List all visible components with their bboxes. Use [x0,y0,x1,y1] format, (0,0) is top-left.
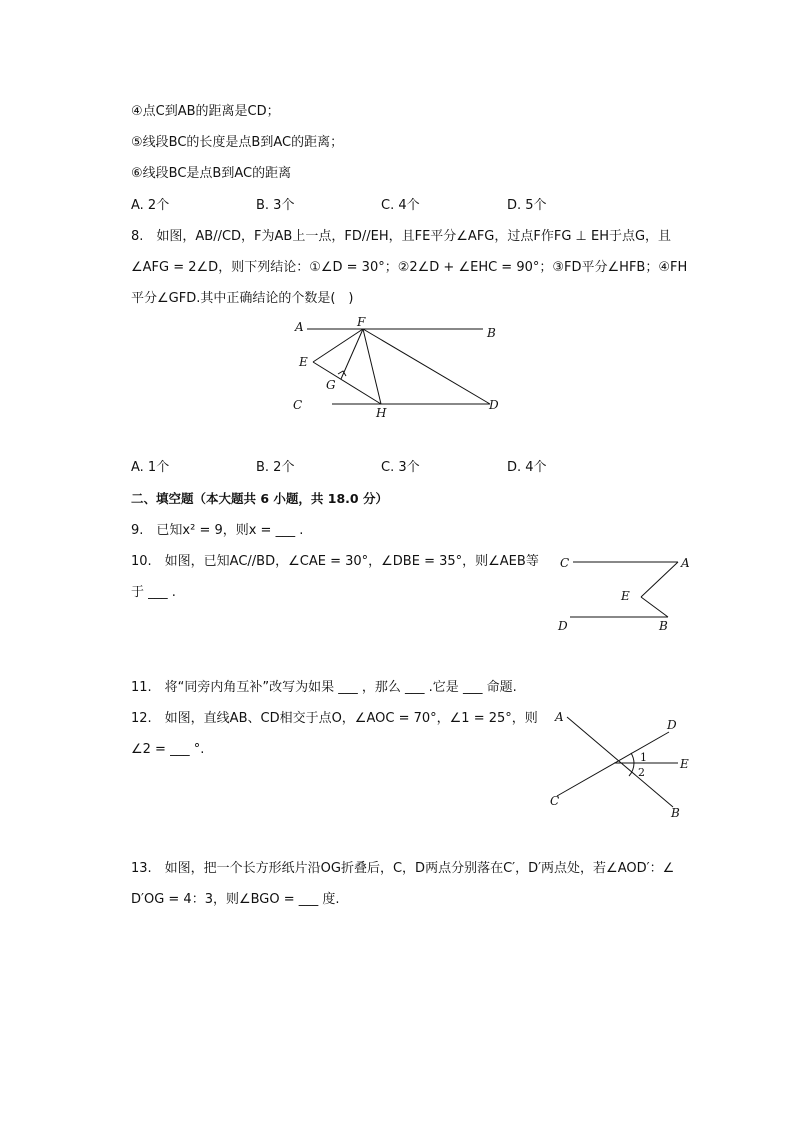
q7-option-a: A. 2个 [131,198,170,213]
q7-option-b: B. 3个 [256,198,295,213]
q10-line-1: 10. 如图，已知AC//BD，∠CAE = 30°，∠DBE = 35°，则∠AEB等 [131,554,539,569]
q10-figure [553,550,703,640]
q12-label-e: E [680,757,689,771]
q9-text: 9. 已知x² = 9，则x = ___ . [131,523,304,538]
q8-option-d: D. 4个 [507,460,547,475]
q8-line-1: 8. 如图，AB//CD，F为AB上一点，FD//EH，且FE平分∠AFG，过点F作FG ⊥ EH于点G，且 [131,229,672,244]
q8-option-a: A. 1个 [131,460,170,475]
q10-label-c: C [560,556,570,570]
q12-line-1: 12. 如图，直线AB、CD相交于点O，∠AOC = 70°，∠1 = 25°，则 [131,711,538,726]
q12-label-b: B [671,806,680,820]
q10-segment-eb [641,597,668,617]
q8-label-g: G [326,378,336,392]
q7-item-6: ⑥线段BC是点B到AC的距离 [131,166,292,181]
q11-text: 11. 将“同旁内角互补”改写为如果 ___ ，那么 ___ .它是 ___ 命题. [131,680,517,695]
q8-segment-eh [313,362,381,404]
section-2-title: 二、填空题（本大题共 6 小题，共 18.0 分） [131,491,388,506]
q8-label-h: H [376,406,387,420]
q7-option-c: C. 4个 [381,198,420,213]
q8-option-c: C. 3个 [381,460,420,475]
q8-line-2: ∠AFG = 2∠D，则下列结论：①∠D = 30°；②2∠D + ∠EHC = 90°；③FD平分∠HFB；④FH [131,260,688,275]
q7-item-5: ⑤线段BC的长度是点B到AC的距离； [131,135,344,150]
q12-label-a: A [555,710,564,724]
q8-figure [285,315,515,425]
q13-line-2: D′OG = 4：3，则∠BGO = ___ 度. [131,892,340,907]
q12-line-cd [557,732,669,796]
q8-label-d: D [489,398,499,412]
q8-label-f: F [357,315,366,329]
q13-line-1: 13. 如图，把一个长方形纸片沿OG折叠后，C，D两点分别落在C′，D′两点处，若∠AOD′：∠ [131,861,675,876]
q8-label-e: E [299,355,308,369]
q10-label-e: E [621,589,630,603]
q10-label-d: D [558,619,568,633]
q8-label-b: B [487,326,496,340]
q8-right-angle-mark [338,371,346,376]
q8-label-a: A [295,320,304,334]
q12-label-2: 2 [638,766,645,779]
q8-line-3: 平分∠GFD.其中正确结论的个数是( ) [131,291,354,306]
q8-label-c: C [293,398,303,412]
q12-figure [545,705,705,825]
q12-label-c: C [550,794,560,808]
q8-segment-fd [363,329,490,404]
q12-label-1: 1 [640,751,647,764]
q8-segment-fh [363,329,381,404]
q7-item-4: ④点C到AB的距离是CD； [131,104,280,119]
q10-segment-ae [641,562,678,597]
q12-label-d: D [667,718,677,732]
q7-option-d: D. 5个 [507,198,547,213]
q10-label-b: B [659,619,668,633]
q12-line-2: ∠2 = ___ °. [131,742,205,757]
q10-line-2: 于 ___ . [131,585,176,600]
q12-line-ab [567,717,673,807]
q12-angle-2-arc [629,763,634,776]
q10-label-a: A [681,556,690,570]
q12-angle-1-arc [631,753,634,763]
q8-option-b: B. 2个 [256,460,295,475]
